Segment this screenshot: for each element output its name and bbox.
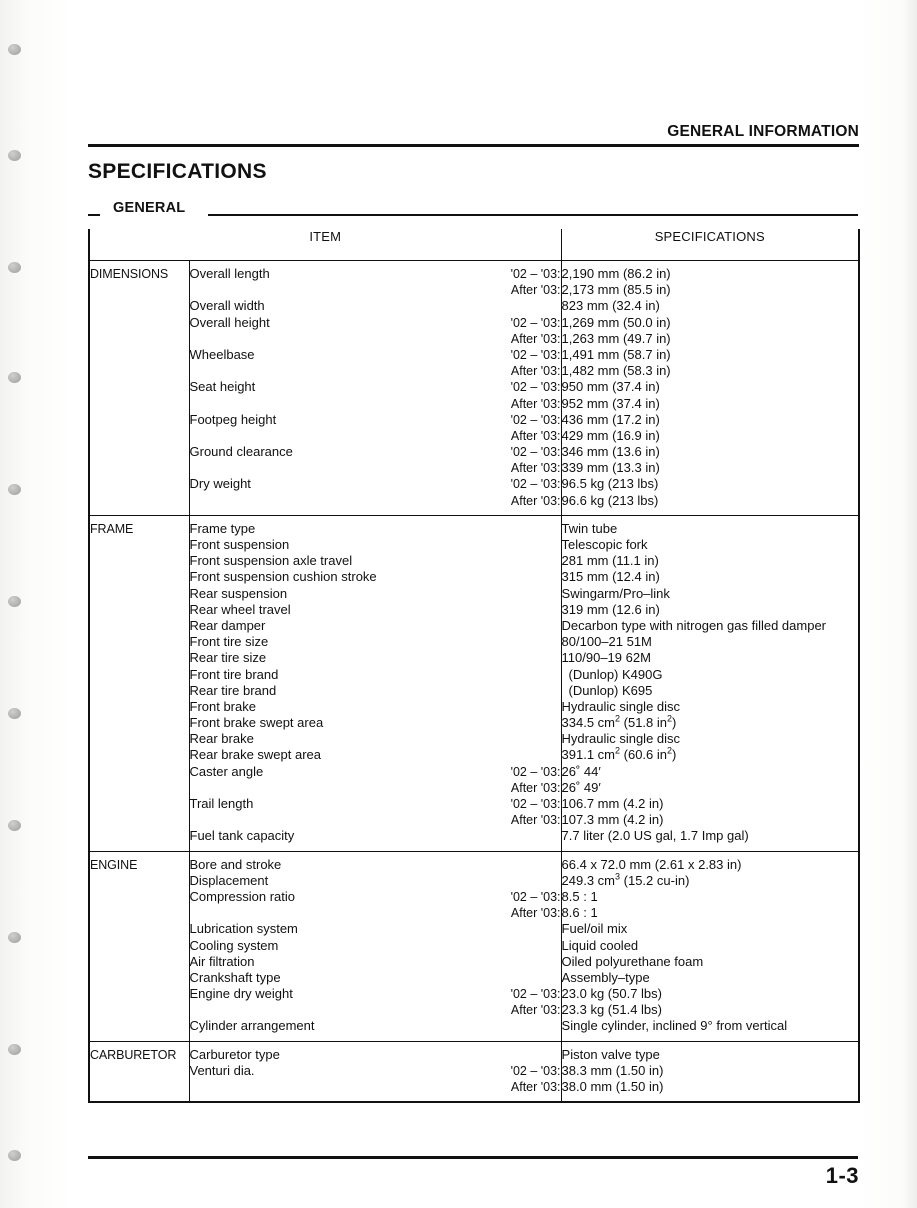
item-label [190, 780, 458, 796]
item-label [190, 1079, 458, 1095]
year-label: After '03: [510, 364, 561, 379]
table-row [89, 515, 859, 851]
binder-hole [8, 820, 21, 831]
spec-value: 8.6 : 1 [561, 905, 598, 921]
binder-hole [8, 1044, 21, 1055]
year-label: After '03: [510, 428, 561, 443]
spec-value: 2,190 mm (86.2 in) [561, 266, 671, 281]
year-label: '02 – '03: [510, 889, 561, 904]
item-label: Overall height [189, 314, 270, 330]
spec-value: Twin tube [561, 520, 618, 536]
spec-value: (Dunlop) K490G [568, 666, 663, 682]
binder-hole [8, 484, 21, 495]
spec-value: 339 mm (13.3 in) [561, 460, 660, 476]
header-rule [88, 144, 859, 147]
spec-value: 1,491 mm (58.7 in) [561, 346, 671, 362]
spec-value: Liquid cooled [561, 937, 639, 953]
spec-cell [561, 851, 859, 1041]
table-row [89, 1041, 859, 1102]
item-cell [189, 515, 457, 851]
spec-value: 249.3 $cm^3$ (15.2 cu-in) [561, 871, 690, 888]
year-label [457, 747, 561, 763]
year-label [457, 521, 561, 537]
year-label: After '03: [510, 396, 561, 411]
spec-value: 823 mm (32.4 in) [561, 298, 660, 314]
item-cell [189, 851, 457, 1041]
year-label: After '03: [510, 331, 561, 346]
item-label: Front tire size [189, 634, 269, 650]
spec-value: 391.1 $cm^2$ (60.6 $in^2$) [561, 746, 677, 763]
spec-value: Assembly–type [561, 969, 650, 985]
item-label: Front suspension [189, 537, 290, 552]
spec-value: Single cylinder, inclined 9° from vertical [561, 1018, 788, 1034]
spec-value: Telescopic fork [561, 537, 648, 552]
year-label [457, 938, 561, 954]
item-label [190, 428, 458, 444]
category-label: CARBURETOR [90, 1047, 177, 1062]
item-label: Seat height [189, 379, 256, 395]
item-label: Carburetor type [189, 1046, 280, 1062]
spec-value: Hydraulic single disc [561, 731, 681, 747]
page-number: 1-3 [825, 1163, 859, 1188]
spec-value: 315 mm (12.4 in) [561, 569, 660, 585]
year-label: After '03: [510, 813, 561, 828]
spec-value: 106.7 mm (4.2 in) [561, 796, 664, 811]
spec-value: 26˚ 44′ [561, 763, 601, 779]
item-label: Rear wheel travel [189, 601, 291, 617]
item-label: Displacement [189, 872, 269, 888]
year-cell [457, 261, 561, 516]
spec-value: 38.0 mm (1.50 in) [561, 1079, 664, 1094]
year-label: After '03: [510, 780, 561, 795]
item-label: Lubrication system [189, 921, 298, 937]
binder-hole [8, 262, 21, 273]
category-cell [89, 261, 189, 516]
binder-hole [8, 44, 21, 55]
spec-value: 429 mm (16.9 in) [561, 427, 660, 443]
spec-value: 26˚ 49′ [561, 779, 601, 795]
year-label [457, 537, 561, 553]
spec-value: 319 mm (12.6 in) [561, 601, 660, 617]
year-cell [457, 851, 561, 1041]
spec-value: 80/100–21 51M [561, 634, 652, 650]
year-cell [457, 1041, 561, 1102]
spec-value: 23.3 kg (51.4 lbs) [561, 1002, 662, 1018]
spec-value: 8.5 : 1 [561, 888, 598, 904]
item-label: Ground clearance [189, 444, 293, 460]
spec-value: (Dunlop) K695 [568, 682, 653, 698]
item-label [190, 282, 458, 298]
year-label [457, 602, 561, 618]
year-label [457, 667, 561, 683]
spec-value: 96.5 kg (213 lbs) [561, 476, 659, 492]
year-label [457, 618, 561, 634]
item-label [190, 331, 458, 347]
spec-value: 952 mm (37.4 in) [561, 395, 660, 411]
item-label: Front tire brand [189, 666, 279, 682]
item-label: Front suspension axle travel [189, 553, 353, 569]
item-label: Overall length [189, 266, 270, 281]
spec-value: Oiled polyurethane foam [561, 953, 704, 969]
table-body [89, 261, 859, 1103]
item-label [190, 812, 458, 828]
year-label: After '03: [510, 906, 561, 921]
category-label: DIMENSIONS [90, 267, 169, 281]
specifications-table-wrap [88, 200, 858, 1103]
footer-rule [88, 1156, 858, 1159]
spec-value: 2,173 mm (85.5 in) [561, 282, 671, 298]
year-label [457, 1018, 561, 1034]
year-label [457, 650, 561, 666]
year-label: '02 – '03: [510, 987, 561, 1002]
year-label [457, 683, 561, 699]
year-label: '02 – '03: [510, 477, 561, 492]
spec-cell [561, 1041, 859, 1102]
running-header [88, 124, 859, 147]
table-header-row [89, 229, 859, 261]
spec-value: Decarbon type with nitrogen gas filled damper [561, 617, 827, 633]
year-label [457, 634, 561, 650]
year-label [457, 586, 561, 602]
spec-value: Hydraulic single disc [561, 698, 681, 714]
page-edge-shadow [903, 0, 917, 1208]
spec-value: 107.3 mm (4.2 in) [561, 812, 664, 828]
item-label: Engine dry weight [189, 986, 293, 1002]
item-label [190, 363, 458, 379]
spec-value: 23.0 kg (50.7 lbs) [561, 986, 662, 1002]
item-label: Rear damper [189, 617, 266, 633]
binder-hole [8, 596, 21, 607]
spec-value: Swingarm/Pro–link [561, 585, 670, 601]
item-label [190, 460, 458, 476]
spec-value: 66.4 x 72.0 mm (2.61 x 2.83 in) [561, 856, 742, 872]
item-cell [189, 1041, 457, 1102]
year-label: After '03: [510, 1003, 561, 1018]
category-cell [89, 515, 189, 851]
spec-value: 38.3 mm (1.50 in) [561, 1062, 664, 1078]
year-label [457, 569, 561, 585]
spec-value: 1,482 mm (58.3 in) [561, 363, 671, 379]
item-cell [189, 261, 457, 516]
spec-value: 346 mm (13.6 in) [561, 444, 660, 460]
item-label: Bore and stroke [189, 856, 282, 872]
item-label: Rear suspension [189, 585, 288, 601]
year-label: After '03: [510, 493, 561, 508]
spec-value: 1,263 mm (49.7 in) [561, 330, 671, 346]
item-label: Rear brake swept area [189, 747, 322, 763]
item-label [190, 396, 458, 412]
spec-value: 96.6 kg (213 lbs) [561, 492, 659, 508]
category-cell [89, 1041, 189, 1102]
spec-value: Piston valve type [561, 1046, 660, 1062]
year-label: '02 – '03: [510, 797, 561, 811]
page-title: SPECIFICATIONS [88, 160, 267, 183]
item-label: Frame type [189, 520, 256, 536]
spec-value: 334.5 $cm^2$ (51.8 $in^2$) [561, 713, 677, 731]
year-label [457, 954, 561, 970]
year-label: '02 – '03: [510, 347, 561, 362]
item-label: Fuel tank capacity [189, 828, 295, 844]
binder-hole [8, 372, 21, 383]
year-label: After '03: [510, 461, 561, 476]
item-label [190, 1002, 458, 1018]
spec-cell [561, 515, 859, 851]
item-label: Front brake swept area [189, 715, 324, 731]
table-row [89, 261, 859, 516]
running-header-title: GENERAL INFORMATION [667, 123, 859, 140]
spec-value: 110/90–19 62M [561, 650, 651, 666]
spec-value: 281 mm (11.1 in) [561, 553, 659, 569]
item-label: Front brake [189, 698, 256, 714]
table-row [89, 851, 859, 1041]
column-header-item: ITEM [89, 229, 561, 261]
spec-value: 436 mm (17.2 in) [561, 411, 660, 427]
category-label: FRAME [90, 521, 134, 536]
year-label [457, 873, 561, 889]
item-label: Cooling system [189, 937, 279, 953]
specifications-table [88, 229, 860, 1103]
year-label: '02 – '03: [510, 445, 561, 460]
item-label [190, 905, 458, 921]
year-label: After '03: [510, 283, 561, 298]
item-label: Footpeg height [189, 411, 277, 427]
binder-hole [8, 932, 21, 943]
table-head [89, 229, 859, 261]
item-label: Rear tire brand [189, 682, 277, 698]
item-label [190, 493, 458, 509]
year-label: '02 – '03: [510, 764, 561, 779]
year-label: '02 – '03: [510, 315, 561, 330]
item-label: Rear tire size [189, 650, 267, 666]
binder-hole [8, 708, 21, 719]
item-label: Rear brake [189, 731, 254, 747]
category-cell [89, 851, 189, 1041]
item-label: Front suspension cushion stroke [189, 569, 377, 585]
year-label [457, 699, 561, 715]
item-label: Cylinder arrangement [189, 1018, 315, 1034]
category-label: ENGINE [90, 857, 138, 872]
year-label [457, 731, 561, 747]
year-label [457, 1047, 561, 1063]
spec-value: 1,269 mm (50.0 in) [561, 314, 671, 330]
year-label [457, 553, 561, 569]
table-group-label: GENERAL [106, 200, 192, 216]
item-label: Caster angle [189, 763, 264, 779]
binder-hole [8, 1150, 21, 1161]
table-top-border-stub [88, 214, 100, 216]
item-label: Overall width [189, 298, 265, 314]
year-label [457, 857, 561, 873]
year-label [457, 970, 561, 986]
year-label [457, 828, 561, 844]
spec-value: 950 mm (37.4 in) [561, 379, 660, 395]
spec-cell [561, 261, 859, 516]
year-label: After '03: [510, 1080, 561, 1094]
year-label [457, 298, 561, 314]
spec-value: 7.7 liter (2.0 US gal, 1.7 Imp gal) [561, 828, 749, 844]
spec-value: Fuel/oil mix [561, 921, 628, 937]
year-cell [457, 515, 561, 851]
year-label: '02 – '03: [510, 1063, 561, 1078]
year-label: '02 – '03: [510, 267, 561, 281]
binder-hole [8, 150, 21, 161]
year-label [457, 715, 561, 731]
year-label: '02 – '03: [510, 380, 561, 395]
item-label: Wheelbase [189, 346, 255, 362]
item-label: Compression ratio [189, 888, 295, 904]
item-label: Air filtration [189, 953, 255, 969]
year-label: '02 – '03: [510, 412, 561, 427]
item-label: Trail length [189, 796, 254, 811]
column-header-specifications: SPECIFICATIONS [561, 229, 859, 261]
year-label [457, 921, 561, 937]
item-label: Venturi dia. [189, 1062, 255, 1078]
item-label: Crankshaft type [189, 969, 281, 985]
table-group-header [88, 200, 858, 221]
item-label: Dry weight [189, 476, 251, 492]
